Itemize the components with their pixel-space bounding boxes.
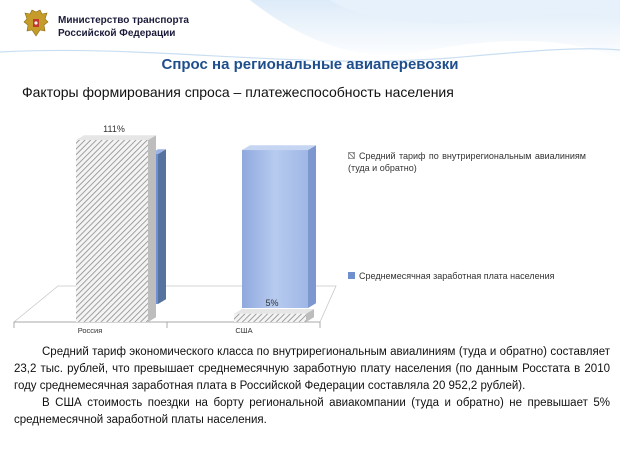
data-label-0: 111% (103, 124, 125, 134)
bar-salary-1 (242, 145, 316, 308)
body-paragraph-2: В США стоимость поездки на борту региональной авиакомпании (туда и обратно) не превышает 5% среднемесячной заработной платы населения. (14, 397, 610, 426)
legend-label-salary: Среднемесячная заработная плата населения (359, 271, 555, 281)
page-title: Спрос на региональные авиаперевозки (161, 56, 459, 73)
ministry-line-2: Российской Федерации (58, 28, 176, 39)
legend-item-salary (348, 270, 586, 282)
ministry-line-1: Министерство транспорта (58, 15, 189, 26)
data-label-1: 5% (265, 297, 279, 308)
ministry-name (58, 14, 189, 40)
bar-tariff-0 (76, 135, 156, 322)
legend-key-hatched (348, 152, 355, 159)
bar-chart (0, 100, 340, 340)
body-paragraph-1: Средний тариф экономического класса по внутрирегиональным авиалиниям (туда и обратно) составляет 23,2 тыс. рублей, что превышает среднемесячную заработную плату населения (по данным Росстата в 2010 году среднемесячная заработная плата в Российской Федерации составляла 20 952,2 рублей). (14, 346, 610, 392)
legend-item-tariff (348, 150, 586, 174)
emblem-icon (22, 8, 50, 40)
chart-subtitle: Факторы формирования спроса – платежеспособность населения (22, 84, 454, 100)
category-label-1: США (235, 326, 253, 335)
category-label-0: Россия (77, 326, 103, 335)
legend-label-tariff: Средний тариф по внутрирегиональным авиалиниям (туда и обратно) (348, 151, 586, 173)
body-text (14, 344, 610, 429)
legend-key-blue (348, 272, 355, 279)
bar-tariff-1 (234, 309, 314, 322)
